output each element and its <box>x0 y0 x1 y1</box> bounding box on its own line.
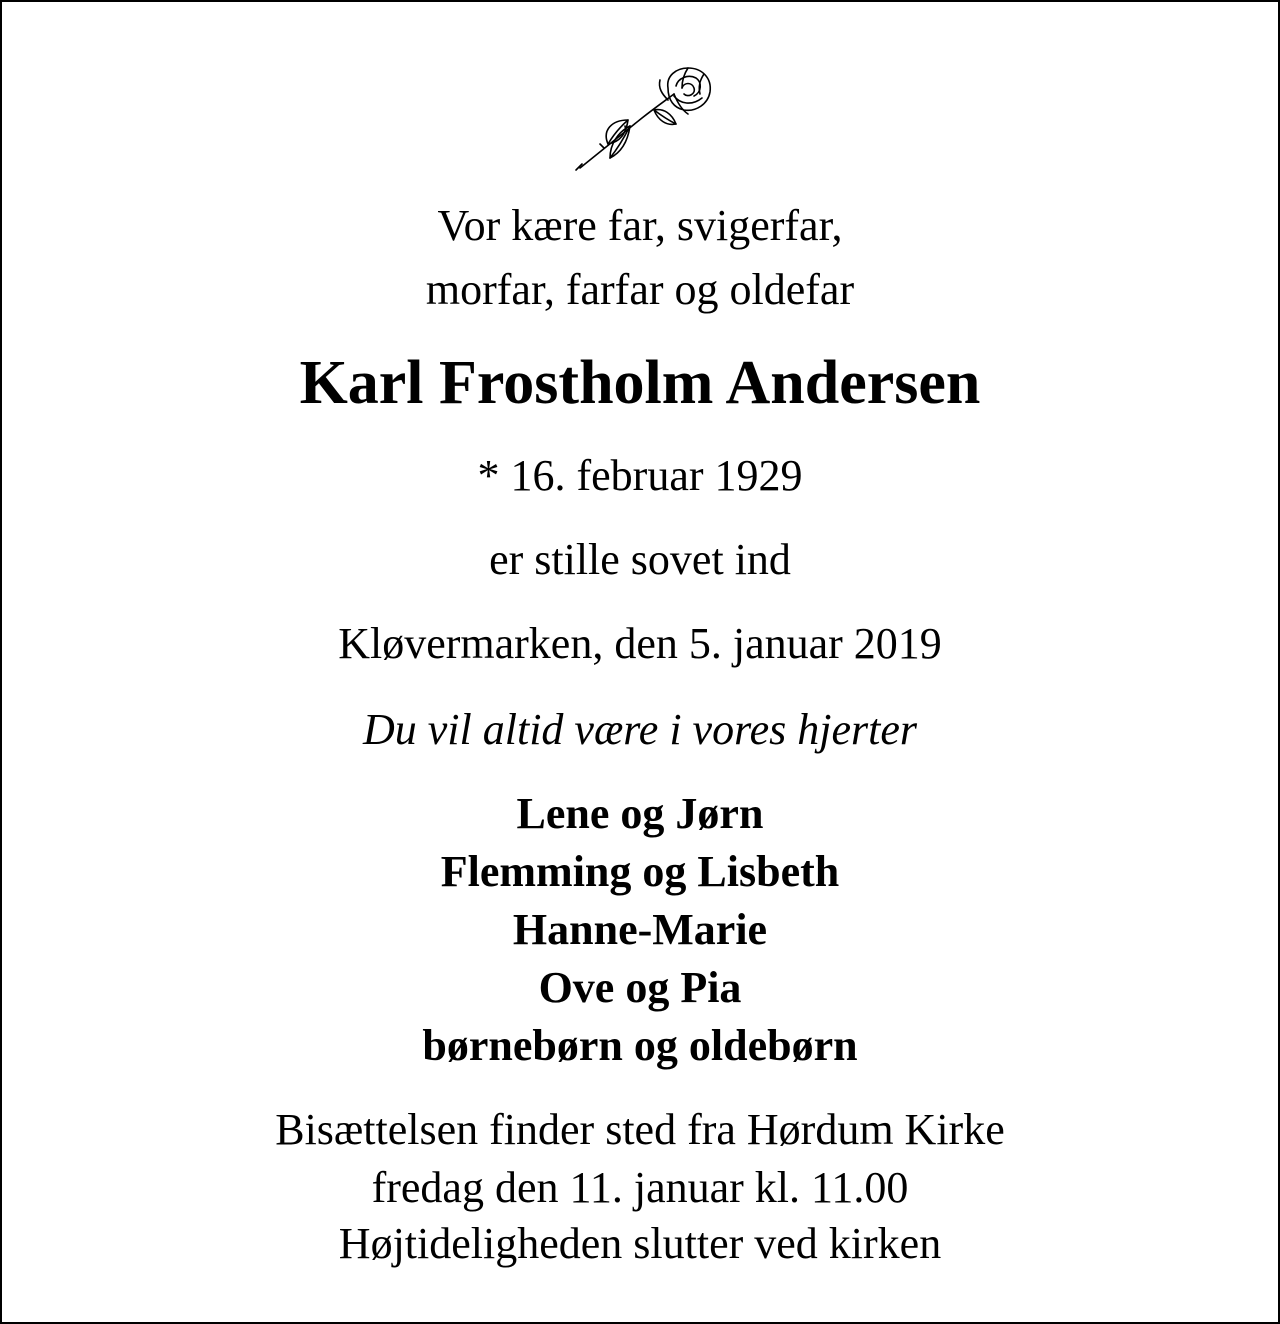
intro-line-1: Vor kære far, svigerfar, <box>437 201 843 250</box>
family-member: Hanne-Marie <box>512 905 768 954</box>
epitaph: Du vil altid være i vores hjerter <box>363 705 917 754</box>
birth-date: * 16. februar 1929 <box>477 451 803 500</box>
family-member: børnebørn og oldebørn <box>422 1021 858 1070</box>
deceased-name: Karl Frostholm Andersen <box>299 349 981 417</box>
service-line-1: Bisættelsen finder sted fra Hørdum Kirke <box>275 1105 1005 1154</box>
service-line-3: Højtideligheden slutter ved kirken <box>338 1219 942 1268</box>
passing-place-date: Kløvermarken, den 5. januar 2019 <box>338 619 942 668</box>
family-member: Lene og Jørn <box>516 789 764 838</box>
family-member: Ove og Pia <box>538 963 742 1012</box>
intro-line-2: morfar, farfar og oldefar <box>425 265 855 314</box>
passing-phrase: er stille sovet ind <box>489 535 791 584</box>
family-member: Flemming og Lisbeth <box>440 847 840 896</box>
service-line-2: fredag den 11. januar kl. 11.00 <box>371 1163 909 1212</box>
rose-icon <box>570 64 718 176</box>
